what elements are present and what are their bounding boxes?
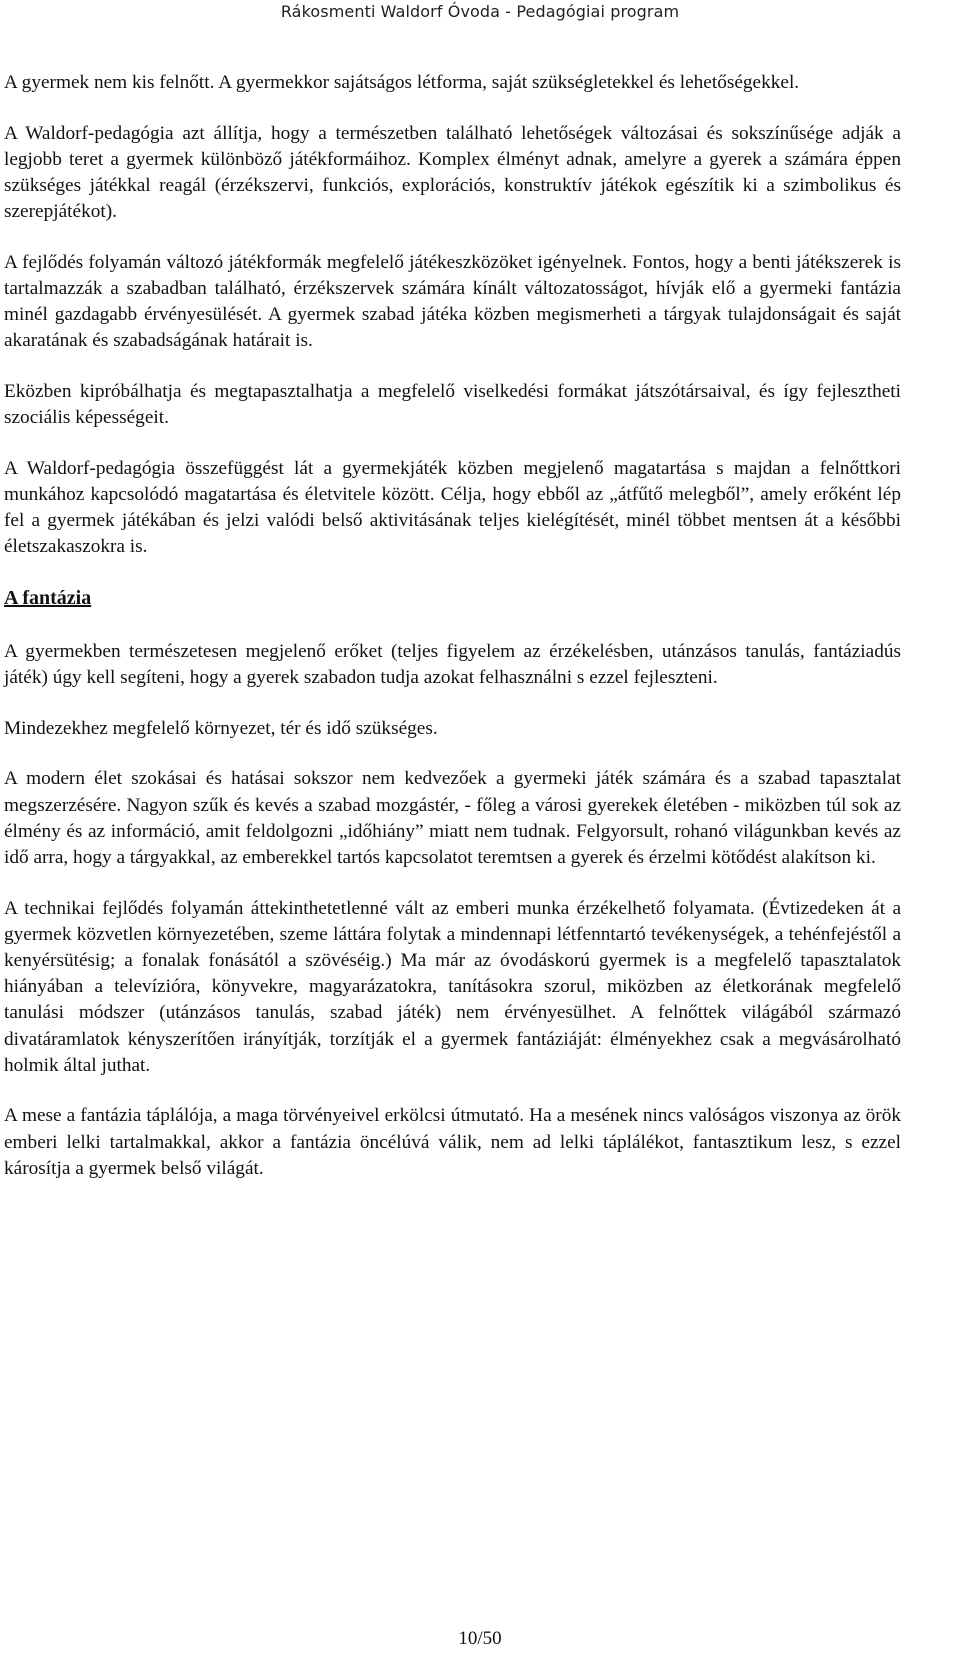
paragraph: A fejlődés folyamán változó játékformák megfelelő játékeszközöket igényelnek. Fontos, hogy a benti játékszerek is tartalmazzák a szabadban található, érzékszervek számára kínált változatosságot, hívják elő a gyermeki fantázia minél gazdagabb érvényesülését. A gyermek szabad játéka közben megismerheti a tárgyak tulajdonságait és saját akaratának és szabadságának határait is. [4,251,901,352]
paragraph: A mese a fantázia táplálója, a maga törvényeivel erkölcsi útmutató. Ha a mesének nincs valóságos viszonya az örök emberi lelki tartalmakkal, akkor a fantázia öncélúvá válik, nem ad lelki táplálékot, fantasztikum lesz, s ezzel károsítja a gyermek belső világát. [4,1105,901,1179]
paragraph: A gyermek nem kis felnőtt. A gyermekkor sajátságos létforma, saját szükségletekkel és lehetőségekkel. [4,72,800,93]
paragraph: A Waldorf-pedagógia azt állítja, hogy a természetben található lehetőségek változásai és sokszínűsége adják a legjobb teret a gyermek különböző játékformáihoz. Komplex élményt adnak, amelyre a gyerek a számára éppen szükséges játékkal reagál (érzékszervi, funkciós, explorációs, konstruktív játékok egészítik ki a szimbolikus és szerepjátékot). [4,122,901,223]
paragraph: A technikai fejlődés folyamán áttekinthetetlenné vált az emberi munka érzékelhető folyamata. (Évtizedeken át a gyermek közvetlen környezetében, szeme láttára folytak a mindennapi létfenntartó tevékenységek, a tehénfejéstől a kenyérsütésig; a fonalak fonásától a szövéséig.) Ma már az óvodáskorú gyermek is a megfelelő tapasztalatok hiányában a televízióra, könyvekre, magyarázatokra, tanításokra szorul, miközben az életkorának megfelelő tanulási módszer (utánzásos tanulás, szabad játék) nem érvényesülhet. A felnőttek világából származó divatáramlatok kényszerítően irányítják, torzítják el a gyermek fantáziáját: élményekhez csak a megvásárolható holmik által juthat. [4,897,901,1076]
running-header: Rákosmenti Waldorf Óvoda - Pedagógiai program [280,2,680,21]
paragraph: A modern élet szokásai és hatásai sokszor nem kedvezőek a gyermeki játék számára és a szabad tapasztalat megszerzésére. Nagyon szűk és kevés a szabad mozgástér, - főleg a városi gyerekek életében - miközben túl sok az élmény és az információ, amit feldolgozni „időhiány” miatt nem tudnak. Felgyorsult, rohanó világunkban kevés az idő arra, hogy a tárgyakkal, az emberekkel tartós kapcsolatot teremtsen a gyerek és érzelmi kötődést alakítson ki. [4,768,901,868]
paragraph: A gyermekben természetesen megjelenő erőket (teljes figyelem az érzékelésben, utánzásos tanulás, fantáziadús játék) úgy kell segíteni, hogy a gyerek szabadon tudja azokat felhasználni s ezzel fejleszteni. [4,641,901,689]
section-heading: A fantázia [4,587,92,609]
paragraph: Mindezekhez megfelelő környezet, tér és idő szükséges. [4,717,438,739]
document-body [4,70,901,1206]
paragraph: Eközben kipróbálhatja és megtapasztalhatja a megfelelő viselkedési formákat játszótársaival, és így fejlesztheti szociális képességeit. [4,381,901,429]
paragraph: A Waldorf-pedagógia összefüggést lát a gyermekjáték közben megjelenő magatartása s majdan a felnőttkori munkához kapcsolódó magatartása és életvitele között. Célja, hogy ebből az „átfűtő melegből”, amely erőként lép fel a gyermek játékában és jelzi valódi belső aktivitásának teljes kielégítését, minél többet mentsen át a későbbi életszakaszokra is. [4,457,901,558]
page-number: 10/50 [458,1628,502,1649]
